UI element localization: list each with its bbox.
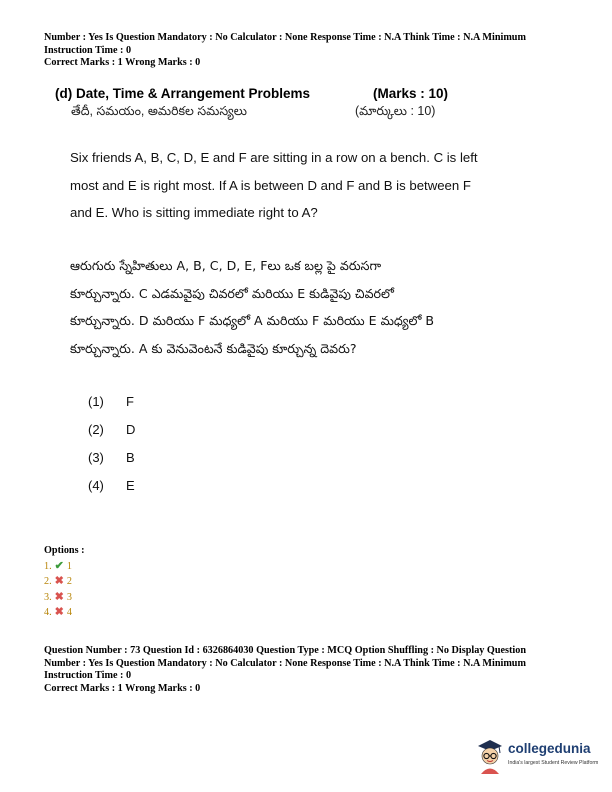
option-item [44,559,84,575]
option-number: 1. [44,560,52,572]
section-marks-en: (Marks : 10) [373,86,449,101]
question-text-te [70,252,515,362]
option-item [44,605,84,621]
question-line: కూర్చున్నారు. A కు వెనువెంటనే కుడివైపు కూర్చున్న దెవరు? [70,340,357,356]
question-line: ఆరుగురు స్నేహితులు A, B, C, D, E, Fలు ఒక బల్ల పై వరుసగా [70,258,382,273]
section-title-te: తేదీ, సమయం, అమరికల సమస్యలు [71,104,247,118]
choice-item[interactable] [88,450,135,478]
collegedunia-logo [475,733,600,781]
question-line: Six friends A, B, C, D, E and F are sitting in a row on a bench. C is left [70,150,478,165]
option-item [44,590,84,606]
option-number: 4. [44,607,52,618]
option-value: 4 [66,607,72,618]
choice-item[interactable] [88,394,135,422]
option-number: 3. [44,591,52,603]
choice-text: B [126,450,135,465]
choice-text: E [126,478,135,493]
question-line: and E. Who is sitting immediate right to A? [70,205,318,220]
meta-line: Instruction Time : 0 [44,670,132,682]
choice-item[interactable] [88,422,135,450]
footer-meta [44,645,574,695]
brand-name: collegedunia [508,741,591,756]
section-title-en: (d) Date, Time & Arrangement Problems [55,86,311,101]
options-title: Options : [44,545,85,556]
meta-line: Number : Yes Is Question Mandatory : No Calculator : None Response Time : N.A Think Time : N.A Minimum [44,32,526,43]
cross-icon: ✖ [54,590,64,603]
header-meta [44,32,574,70]
meta-line: Number : Yes Is Question Mandatory : No Calculator : None Response Time : N.A Think Time : N.A Minimum [44,657,526,669]
option-number: 2. [44,576,52,587]
choice-number: (1) [88,394,104,409]
answer-choices [88,394,135,506]
question-text-en [70,144,515,227]
choice-number: (2) [88,422,104,437]
choice-text: F [126,394,134,409]
section-marks-te: (మార్కులు : 10) [355,104,436,118]
cross-icon: ✖ [54,606,64,618]
cross-icon: ✖ [54,575,64,587]
meta-line: Correct Marks : 1 Wrong Marks : 0 [44,682,201,694]
option-value: 3 [66,591,72,603]
question-line: most and E is right most. If A is between D and F and B is between F [70,177,471,193]
option-value: 2 [66,576,72,587]
meta-line: Correct Marks : 1 Wrong Marks : 0 [44,57,201,69]
options-list [44,543,84,621]
check-icon: ✔ [54,559,64,572]
choice-item[interactable] [88,478,135,506]
brand-tagline: India's largest Student Review Platform [508,760,599,766]
question-line: కూర్చున్నారు. D మరియు F మధ్యలో A మరియు F మరియు E మధ్యలో B [70,313,435,328]
option-value: 1 [66,560,72,572]
meta-line: Question Number : 73 Question Id : 6326864030 Question Type : MCQ Option Shuffling : No Display Question [44,645,526,656]
choice-number: (4) [88,478,104,493]
question-line: కూర్చున్నారు. C ఎడమవైపు చివరలో మరియు E కుడివైపు చివరలో [70,285,394,301]
mascot-icon [475,737,505,775]
choice-number: (3) [88,450,104,465]
meta-line: Instruction Time : 0 [44,44,132,56]
choice-text: D [126,422,136,437]
option-item [44,574,84,590]
